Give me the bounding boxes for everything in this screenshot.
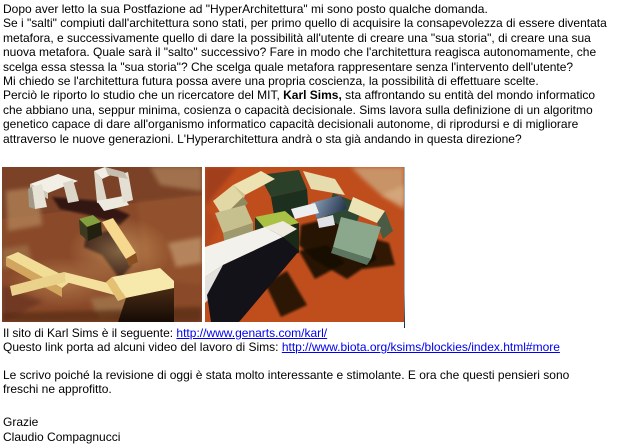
text-line: genetico capace di dare all'organismo informatico capacità decisionali autonome, di riprodursi e di migliorare [3,117,579,132]
text-line: attraverso le nuove generazioni. L'Hyperarchitettura andrà o sta già andando in questa direzione? [3,131,522,146]
text-line: freschi ne approfitto. [3,382,112,397]
sims-videos-line [3,340,626,354]
biota-link[interactable]: http://www.biota.org/ksims/blockies/index.html#more [281,340,560,355]
blockies-render-right [205,167,404,322]
signature-block [3,415,626,444]
text-line: Dopo aver letto la sua Postfazione ad "HyperArchitettura" mi sono posto qualche domanda. [3,2,488,16]
text-line: Le scrivo poiché la revisione di oggi è stata molto interessante e stimolante. E ora che questi pensieri sono [3,367,570,382]
karl-sims-bold: Karl Sims, [283,88,342,103]
text-segment: sta affrontando su entità del mondo informatico [341,88,596,103]
text-caret [404,167,405,328]
signature-thanks: Grazie [3,415,39,430]
karl-sims-site-line [3,326,626,340]
text-line: metafora, e successivamente quello di dare la possibilità all'utente di creare una "sua storia", di creare una sua [3,30,591,45]
blockies-render-left [2,167,202,322]
text-line: Se i "salti" compiuti dall'architettura sono stati, per primo quello di acquisire la consapevolezza di essere diventata [3,16,607,31]
text-line: che abbiano una, seppur minima, cosienza o capacità decisionale. Sims lavora sulla definizione di un algoritmo [3,102,593,117]
signature-name: Claudio Compagnucci [3,429,121,444]
text-line: Mi chiedo se l'architettura futura possa avere una propria coscienza, la possibilità di effettuare scelte. [3,73,539,88]
text-line-karl-sims [3,88,626,102]
text-line: nuova metafora. Quale sarà il "salto" successivo? Fare in modo che l'architettura reagisca autonomamente, che [3,45,597,60]
text-segment: Perciò le riporto lo studio che un ricercatore del MIT, [3,88,284,103]
links-block [3,326,626,355]
text-line: scelga essa stessa la "sua storia"? Che scelga quale metafora rappresentare senza l'intervento dell'utente? [3,59,574,74]
site-link-label: Il sito di Karl Sims è il seguente: [3,325,177,340]
figures-row [2,167,407,322]
video-link-label: Questo link porta ad alcuni video del lavoro di Sims: [3,340,282,355]
genarts-link[interactable]: http://www.genarts.com/karl/ [176,325,328,340]
closing-paragraph [3,368,626,397]
body-text [3,2,626,146]
